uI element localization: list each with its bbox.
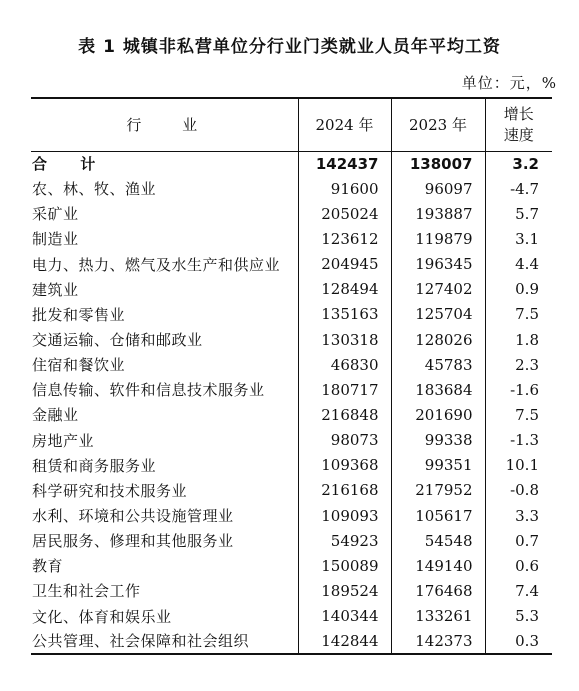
value-growth: 0.7: [485, 528, 552, 553]
row-name: 合 计: [32, 155, 110, 174]
table-row: [31, 176, 552, 201]
value-growth: 0.9: [485, 277, 552, 302]
value-2023: 133261: [391, 604, 485, 629]
value-2024: 142844: [298, 629, 391, 654]
table-body: [31, 151, 552, 654]
value-growth: 7.4: [485, 578, 552, 603]
value-2024: 204945: [298, 252, 391, 277]
value-2024: 123612: [298, 226, 391, 251]
value-2024: 46830: [298, 352, 391, 377]
value-2024: 135163: [298, 302, 391, 327]
value-2024: 216848: [298, 402, 391, 427]
value-2024: 205024: [298, 201, 391, 226]
row-name: 住宿和餐饮业: [32, 356, 126, 375]
table-row: [31, 201, 552, 226]
table-row: [31, 252, 552, 277]
row-name: 水利、环境和公共设施管理业: [32, 507, 234, 526]
value-growth: 4.4: [485, 252, 552, 277]
row-name: 卫生和社会工作: [32, 582, 141, 601]
value-2024: 180717: [298, 377, 391, 402]
table-row: [31, 428, 552, 453]
value-growth: 3.3: [485, 503, 552, 528]
value-2023: 142373: [391, 629, 485, 654]
header-growth-line1: 增长: [503, 104, 534, 123]
value-2023: 149140: [391, 553, 485, 578]
row-name: 信息传输、软件和信息技术服务业: [32, 381, 265, 400]
value-2023: 54548: [391, 528, 485, 553]
table-row: [31, 327, 552, 352]
value-2024: 216168: [298, 478, 391, 503]
row-name: 金融业: [32, 406, 79, 425]
value-2024: 142437: [298, 151, 391, 176]
table-row: [31, 528, 552, 553]
value-2024: 98073: [298, 428, 391, 453]
value-2023: 127402: [391, 277, 485, 302]
value-2023: 138007: [391, 151, 485, 176]
value-2023: 125704: [391, 302, 485, 327]
row-name: 房地产业: [32, 431, 95, 450]
value-2023: 217952: [391, 478, 485, 503]
value-2023: 128026: [391, 327, 485, 352]
value-2024: 140344: [298, 604, 391, 629]
header-2024: 2024 年: [298, 98, 391, 151]
value-2024: 128494: [298, 277, 391, 302]
value-2023: 96097: [391, 176, 485, 201]
row-name: 交通运输、仓储和邮政业: [32, 331, 203, 350]
header-row: [31, 98, 552, 151]
row-name: 电力、热力、燃气及水生产和供应业: [32, 255, 281, 274]
table-row: [31, 226, 552, 251]
row-name: 采矿业: [32, 205, 79, 224]
table-row: [31, 377, 552, 402]
table-row: [31, 402, 552, 427]
row-name: 批发和零售业: [32, 305, 126, 324]
value-growth: -4.7: [485, 176, 552, 201]
table-row: [31, 503, 552, 528]
value-2023: 183684: [391, 377, 485, 402]
table-row: [31, 302, 552, 327]
table-row: [31, 578, 552, 603]
value-growth: 7.5: [485, 302, 552, 327]
table-row: [31, 604, 552, 629]
value-2024: 109093: [298, 503, 391, 528]
value-growth: -1.6: [485, 377, 552, 402]
table-row: [31, 277, 552, 302]
table-row: [31, 352, 552, 377]
row-name: 文化、体育和娱乐业: [32, 607, 172, 626]
value-2024: 54923: [298, 528, 391, 553]
wage-table: [31, 97, 552, 655]
value-growth: 5.7: [485, 201, 552, 226]
value-growth: -0.8: [485, 478, 552, 503]
value-2023: 196345: [391, 252, 485, 277]
row-name: 教育: [32, 557, 64, 576]
table-row: [31, 629, 552, 654]
row-name: 公共管理、社会保障和社会组织: [31, 629, 298, 654]
table-row-total: [31, 151, 552, 176]
header-growth-line2: 速度: [503, 125, 534, 144]
row-name: 科学研究和技术服务业: [32, 481, 188, 500]
value-2024: 130318: [298, 327, 391, 352]
value-2023: 105617: [391, 503, 485, 528]
header-growth: [485, 98, 552, 151]
header-2023: 2023 年: [391, 98, 485, 151]
value-growth: 2.3: [485, 352, 552, 377]
value-2023: 99351: [391, 453, 485, 478]
value-2024: 150089: [298, 553, 391, 578]
value-growth: 0.6: [485, 553, 552, 578]
value-2024: 91600: [298, 176, 391, 201]
value-2023: 119879: [391, 226, 485, 251]
table-row: [31, 478, 552, 503]
value-2023: 99338: [391, 428, 485, 453]
row-name: 农、林、牧、渔业: [32, 180, 157, 199]
row-name: 制造业: [32, 230, 79, 249]
value-growth: 5.3: [485, 604, 552, 629]
value-2023: 45783: [391, 352, 485, 377]
value-2024: 109368: [298, 453, 391, 478]
value-2023: 201690: [391, 402, 485, 427]
row-name: 建筑业: [32, 280, 79, 299]
value-growth: 3.2: [485, 151, 552, 176]
value-growth: 10.1: [485, 453, 552, 478]
value-2023: 193887: [391, 201, 485, 226]
unit-note: 单位：元，%: [461, 74, 557, 92]
value-2024: 189524: [298, 578, 391, 603]
value-growth: 3.1: [485, 226, 552, 251]
row-name: 租赁和商务服务业: [32, 456, 157, 475]
table-row: [31, 553, 552, 578]
value-growth: 7.5: [485, 402, 552, 427]
header-industry: 行 业: [31, 98, 298, 151]
row-name: 居民服务、修理和其他服务业: [32, 532, 234, 551]
value-growth: -1.3: [485, 428, 552, 453]
table-title: 表 1 城镇非私营单位分行业门类就业人员年平均工资: [78, 37, 501, 57]
value-2023: 176468: [391, 578, 485, 603]
value-growth: 1.8: [485, 327, 552, 352]
value-growth: 0.3: [485, 629, 552, 654]
table-row: [31, 453, 552, 478]
